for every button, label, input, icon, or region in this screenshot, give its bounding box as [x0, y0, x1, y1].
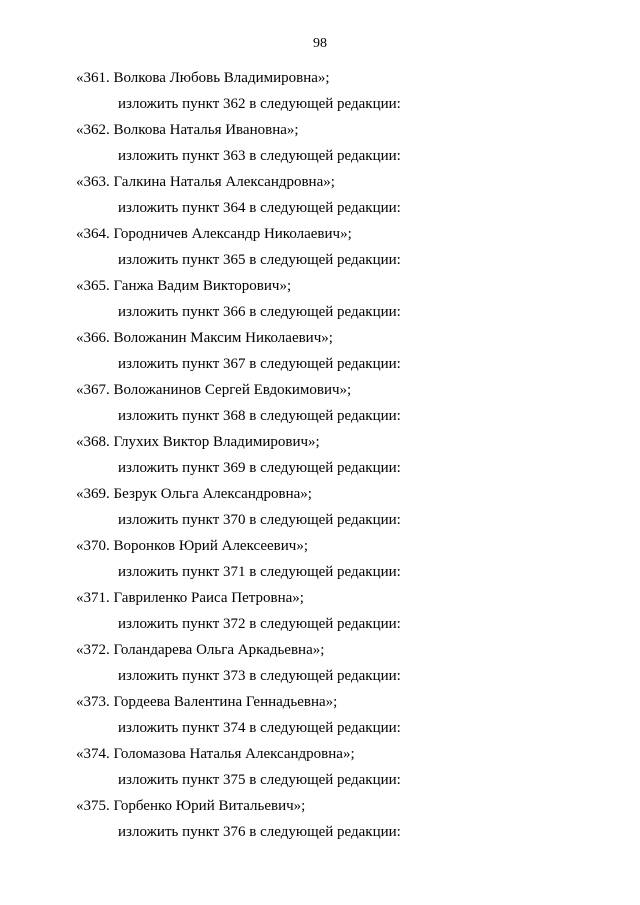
list-item: «368. Глухих Виктор Владимирович»; [76, 434, 320, 450]
amendment-instruction: изложить пункт 374 в следующей редакции: [118, 720, 401, 736]
amendment-instruction: изложить пункт 366 в следующей редакции: [118, 304, 401, 320]
amendment-instruction: изложить пункт 367 в следующей редакции: [118, 356, 401, 372]
amendment-instruction: изложить пункт 362 в следующей редакции: [118, 96, 401, 112]
amendment-list [0, 68, 640, 848]
list-item: «372. Голандарева Ольга Аркадьевна»; [76, 642, 325, 658]
amendment-instruction: изложить пункт 369 в следующей редакции: [118, 460, 401, 476]
amendment-instruction: изложить пункт 363 в следующей редакции: [118, 148, 401, 164]
list-item: «366. Воложанин Максим Николаевич»; [76, 330, 333, 346]
page-number: 98 [313, 36, 327, 51]
list-item: «375. Горбенко Юрий Витальевич»; [76, 798, 306, 814]
list-item: «361. Волкова Любовь Владимировна»; [76, 70, 330, 86]
list-item: «364. Городничев Александр Николаевич»; [76, 226, 352, 242]
list-item: «374. Голомазова Наталья Александровна»; [76, 746, 355, 762]
list-item: «371. Гавриленко Раиса Петровна»; [76, 590, 304, 606]
amendment-instruction: изложить пункт 373 в следующей редакции: [118, 668, 401, 684]
list-item: «363. Галкина Наталья Александровна»; [76, 174, 335, 190]
amendment-instruction: изложить пункт 368 в следующей редакции: [118, 408, 401, 424]
amendment-instruction: изложить пункт 364 в следующей редакции: [118, 200, 401, 216]
list-item: «367. Воложанинов Сергей Евдокимович»; [76, 382, 352, 398]
amendment-instruction: изложить пункт 376 в следующей редакции: [118, 824, 401, 840]
amendment-instruction: изложить пункт 372 в следующей редакции: [118, 616, 401, 632]
list-item: «373. Гордеева Валентина Геннадьевна»; [76, 694, 338, 710]
list-item: «369. Безрук Ольга Александровна»; [76, 486, 312, 502]
amendment-instruction: изложить пункт 365 в следующей редакции: [118, 252, 401, 268]
list-item: «370. Воронков Юрий Алексеевич»; [76, 538, 308, 554]
amendment-instruction: изложить пункт 370 в следующей редакции: [118, 512, 401, 528]
amendment-instruction: изложить пункт 371 в следующей редакции: [118, 564, 401, 580]
list-item: «365. Ганжа Вадим Викторович»; [76, 278, 292, 294]
amendment-instruction: изложить пункт 375 в следующей редакции: [118, 772, 401, 788]
list-item: «362. Волкова Наталья Ивановна»; [76, 122, 299, 138]
